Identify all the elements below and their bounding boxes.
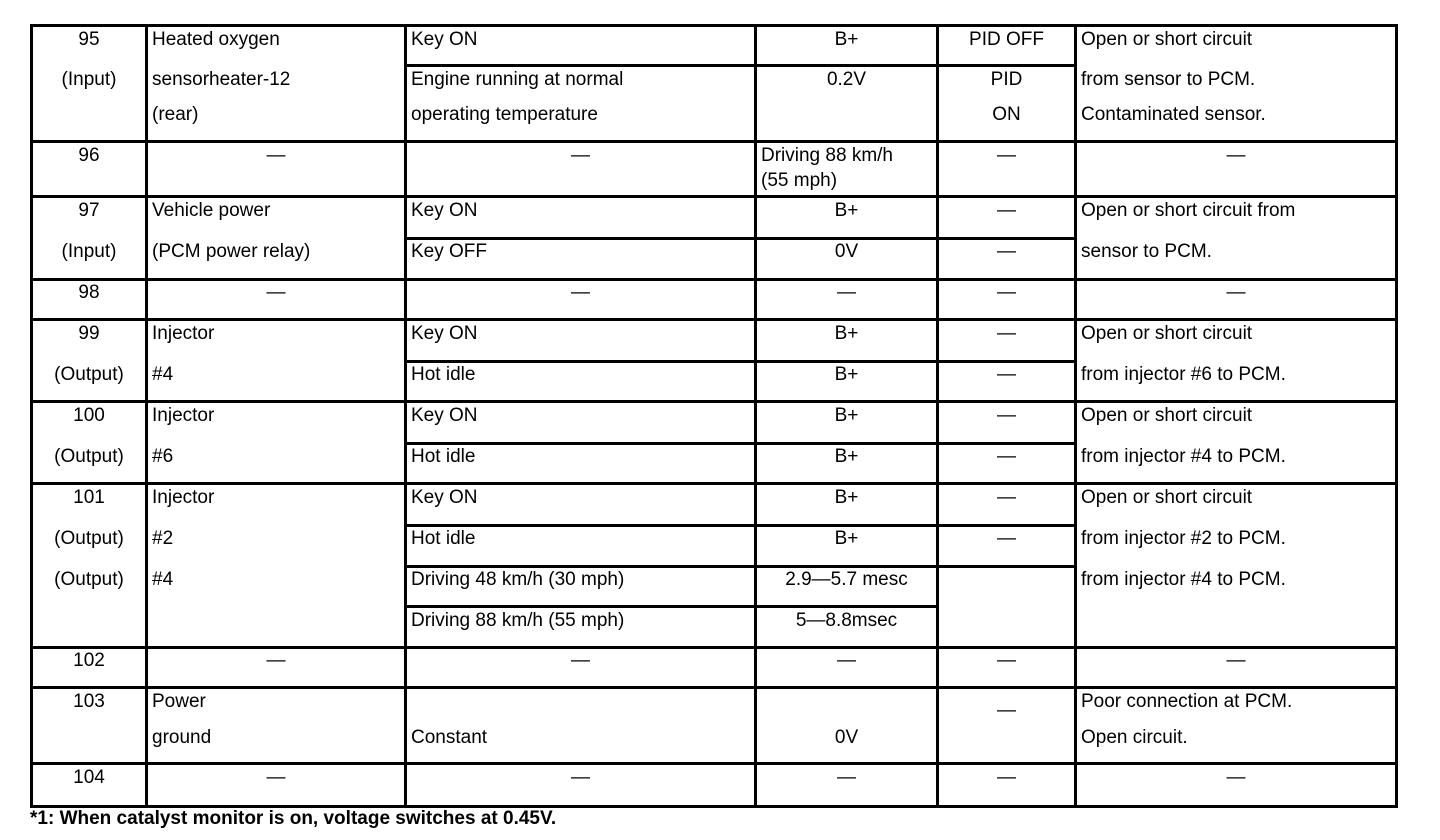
fault-description: from injector #2 to PCM. <box>1081 528 1286 549</box>
terminal-number: 96 <box>78 145 100 166</box>
voltage: 0V <box>834 241 859 262</box>
circuit-name: sensorheater-12 <box>152 69 291 90</box>
circuit-name: Heated oxygen <box>152 29 280 50</box>
terminal-direction: (Output) <box>54 569 124 590</box>
pid-value: — <box>997 323 1016 344</box>
row-divider <box>30 195 1398 198</box>
fault-description: from injector #6 to PCM. <box>1081 364 1286 385</box>
condition: — <box>571 650 590 671</box>
fault-description: — <box>1226 650 1246 671</box>
subrow-divider <box>404 64 1077 67</box>
condition: Key ON <box>411 29 478 50</box>
circuit-name: — <box>266 650 286 671</box>
voltage: — <box>837 650 856 671</box>
row-divider <box>30 278 1398 281</box>
circuit-name: Injector <box>152 323 215 344</box>
table-border-top <box>30 24 1398 27</box>
terminal-direction: (Input) <box>61 69 117 90</box>
circuit-name: #4 <box>152 569 174 590</box>
fault-description: Open or short circuit <box>1081 405 1253 426</box>
condition: Key OFF <box>411 241 488 262</box>
pid-value: — <box>997 767 1016 788</box>
fault-description: from sensor to PCM. <box>1081 69 1256 90</box>
row-divider <box>30 686 1398 689</box>
terminal-number: 102 <box>73 650 105 671</box>
fault-description: Open or short circuit <box>1081 487 1253 508</box>
condition: — <box>571 145 590 166</box>
pid-value: PID OFF <box>969 29 1044 50</box>
fault-description: Open circuit. <box>1081 727 1188 748</box>
voltage: B+ <box>834 446 859 467</box>
fault-description: — <box>1226 767 1246 788</box>
circuit-name: Power <box>152 691 206 712</box>
voltage: B+ <box>834 364 859 385</box>
fault-description: Open or short circuit <box>1081 29 1253 50</box>
condition: Hot idle <box>411 446 476 467</box>
row-divider <box>30 400 1398 403</box>
terminal-direction: (Output) <box>54 364 124 385</box>
voltage: 0.2V <box>826 69 867 90</box>
terminal-number: 99 <box>78 323 100 344</box>
terminal-number: 100 <box>73 405 105 426</box>
fault-description: sensor to PCM. <box>1081 241 1212 262</box>
circuit-name: (rear) <box>152 104 199 125</box>
voltage: 2.9—5.7 mesc <box>785 569 908 590</box>
condition: Key ON <box>411 405 478 426</box>
voltage: B+ <box>834 29 859 50</box>
pid-value: — <box>997 282 1016 303</box>
terminal-direction: (Input) <box>61 241 117 262</box>
condition: — <box>571 767 590 788</box>
terminal-number: 103 <box>73 691 105 712</box>
fault-description: Poor connection at PCM. <box>1081 691 1293 712</box>
subrow-divider <box>404 605 939 608</box>
subrow-divider <box>404 360 1077 363</box>
pid-value: — <box>997 145 1016 166</box>
row-divider <box>30 646 1398 649</box>
terminal-direction: (Output) <box>54 446 124 467</box>
condition: Constant <box>411 727 488 748</box>
voltage: — <box>837 282 856 303</box>
condition: Hot idle <box>411 528 476 549</box>
circuit-name: #4 <box>152 364 174 385</box>
pid-value: PID <box>990 69 1023 90</box>
subrow-divider <box>404 565 1077 568</box>
condition: — <box>571 282 590 303</box>
circuit-name: — <box>266 767 286 788</box>
pid-value: ON <box>992 104 1021 125</box>
row-divider <box>30 482 1398 485</box>
pid-value: — <box>997 700 1016 721</box>
condition: Driving 88 km/h (55 mph) <box>411 610 625 631</box>
pid-value: — <box>997 364 1016 385</box>
voltage: 5—8.8msec <box>795 610 898 631</box>
circuit-name: #6 <box>152 446 174 467</box>
pid-value: — <box>997 650 1016 671</box>
terminal-number: 104 <box>73 767 105 788</box>
row-divider <box>30 762 1398 765</box>
voltage: B+ <box>834 405 859 426</box>
circuit-name: (PCM power relay) <box>152 241 311 262</box>
pid-value: — <box>997 487 1016 508</box>
condition: Engine running at normal <box>411 69 624 90</box>
fault-description: from injector #4 to PCM. <box>1081 446 1286 467</box>
pid-value: — <box>997 241 1016 262</box>
pid-value: — <box>997 200 1016 221</box>
condition: Key ON <box>411 487 478 508</box>
pid-value: — <box>997 528 1016 549</box>
subrow-divider <box>404 442 1077 445</box>
terminal-number: 95 <box>78 29 100 50</box>
circuit-name: — <box>266 282 286 303</box>
circuit-name: — <box>266 145 286 166</box>
condition: operating temperature <box>411 104 598 125</box>
voltage: — <box>837 767 856 788</box>
fault-description: Contaminated sensor. <box>1081 104 1266 125</box>
footnote: *1: When catalyst monitor is on, voltage switches at 0.45V. <box>30 808 557 829</box>
fault-description: — <box>1226 282 1246 303</box>
circuit-name: Injector <box>152 405 215 426</box>
voltage: (55 mph) <box>761 170 838 191</box>
voltage: B+ <box>834 323 859 344</box>
circuit-name: Vehicle power <box>152 200 271 221</box>
subrow-divider <box>404 237 1077 240</box>
condition: Key ON <box>411 323 478 344</box>
voltage: 0V <box>834 727 859 748</box>
fault-description: — <box>1226 145 1246 166</box>
pid-value: — <box>997 405 1016 426</box>
voltage: B+ <box>834 487 859 508</box>
circuit-name: ground <box>152 727 212 748</box>
condition: Key ON <box>411 200 478 221</box>
row-divider <box>30 140 1398 143</box>
voltage: B+ <box>834 528 859 549</box>
fault-description: Open or short circuit <box>1081 323 1253 344</box>
fault-description: from injector #4 to PCM. <box>1081 569 1286 590</box>
voltage: B+ <box>834 200 859 221</box>
subrow-divider <box>404 524 1077 527</box>
pid-value: — <box>997 446 1016 467</box>
circuit-name: Injector <box>152 487 215 508</box>
condition: Driving 48 km/h (30 mph) <box>411 569 625 590</box>
condition: Hot idle <box>411 364 476 385</box>
terminal-number: 97 <box>78 200 100 221</box>
terminal-direction: (Output) <box>54 528 124 549</box>
fault-description: Open or short circuit from <box>1081 200 1296 221</box>
row-divider <box>30 318 1398 321</box>
voltage: Driving 88 km/h <box>761 145 893 166</box>
terminal-number: 101 <box>73 487 105 508</box>
terminal-number: 98 <box>78 282 100 303</box>
circuit-name: #2 <box>152 528 174 549</box>
